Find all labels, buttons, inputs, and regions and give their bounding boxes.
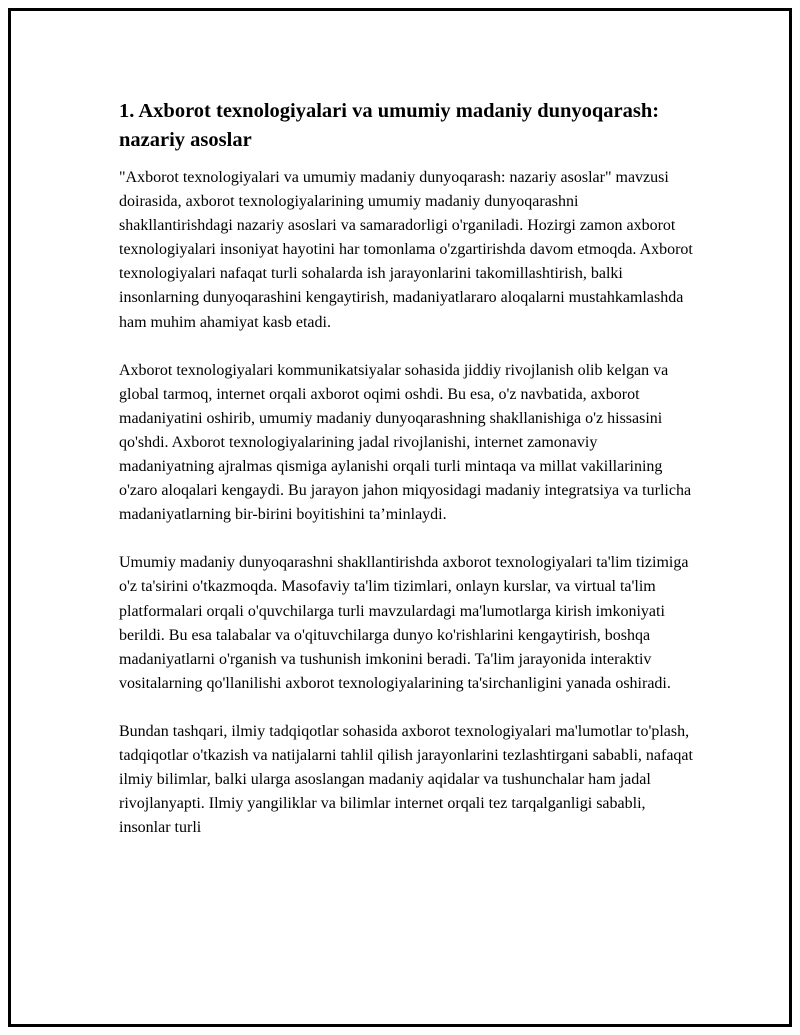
paragraph-4: Bundan tashqari, ilmiy tadqiqotlar sohasida axborot texnologiyalari ma'lumotlar to'plash, tadqiqotlar o'tkazish va natijalarni tahlil qilish jarayonlarini tezlashtirgani sababli, nafaqat ilmiy bilimlar, balki ularga asoslangan madaniy aqidalar va tushunchalar ham jadal rivojlanyapti. Ilmiy yangiliklar va bilimlar internet orqali tez tarqalganligi sababli, insonlar turli bbox=[119, 722, 693, 837]
document-body bbox=[119, 97, 704, 864]
paragraph-3: Umumiy madaniy dunyoqarashni shakllantirishda axborot texnologiyalari ta'lim tizimiga o'z ta'sirini o'tkazmoqda. Masofaviy ta'lim tizimlari, onlayn kurslar, va virtual ta'lim platformalari orqali o'quvchilarga turli mavzulardagi ma'lumotlarga kirish imkoniyati berildi. Bu esa talabalar va o'qituvchilarga dunyo ko'rishlarini kengaytirish, boshqa madaniyatlarni o'rganish va tushunish imkonini beradi. Ta'lim jarayonida interaktiv vositalarning qo'llanilishi axborot texnologiyalarining ta'sirchanligini yanada oshiradi. bbox=[119, 554, 689, 692]
section-heading: 1. Axborot texnologiyalari va umumiy madaniy dunyoqarash: nazariy asoslar bbox=[119, 100, 660, 151]
paragraph-2: Axborot texnologiyalari kommunikatsiyalar sohasida jiddiy rivojlanish olib kelgan va global tarmoq, internet orqali axborot oqimi oshdi. Bu esa, o'z navbatida, axborot madaniyatini oshirib, umumiy madaniy dunyoqarashning shakllanishiga o'z hissasini qo'shdi. Axborot texnologiyalarining jadal rivojlanishi, internet zamonaviy madaniyatning ajralmas qismiga aylanishi orqali turli mintaqa va millat vakillarining o'zaro aloqalari kengaydi. Bu jarayon jahon miqyosidagi madaniy integratsiya va turlicha madaniyatlarning bir-birini boyitishini ta’minlaydi. bbox=[119, 361, 692, 524]
document-page bbox=[8, 8, 792, 1027]
paragraph-1: "Axborot texnologiyalari va umumiy madaniy dunyoqarash: nazariy asoslar" mavzusi doirasida, axborot texnologiyalarining umumiy madaniy dunyoqarashni shakllantirishdagi nazariy asoslari va samaradorligi o'rganiladi. Hozirgi zamon axborot texnologiyalari insoniyat hayotini har tomonlama o'zgartirishda davom etmoqda. Axborot texnologiyalari nafaqat turli sohalarda ish jarayonlarini takomillashtirish, balki insonlarning dunyoqarashini kengaytirish, madaniyatlararo aloqalarni mustahkamlashda ham muhim ahamiyat kasb etadi. bbox=[119, 169, 693, 331]
